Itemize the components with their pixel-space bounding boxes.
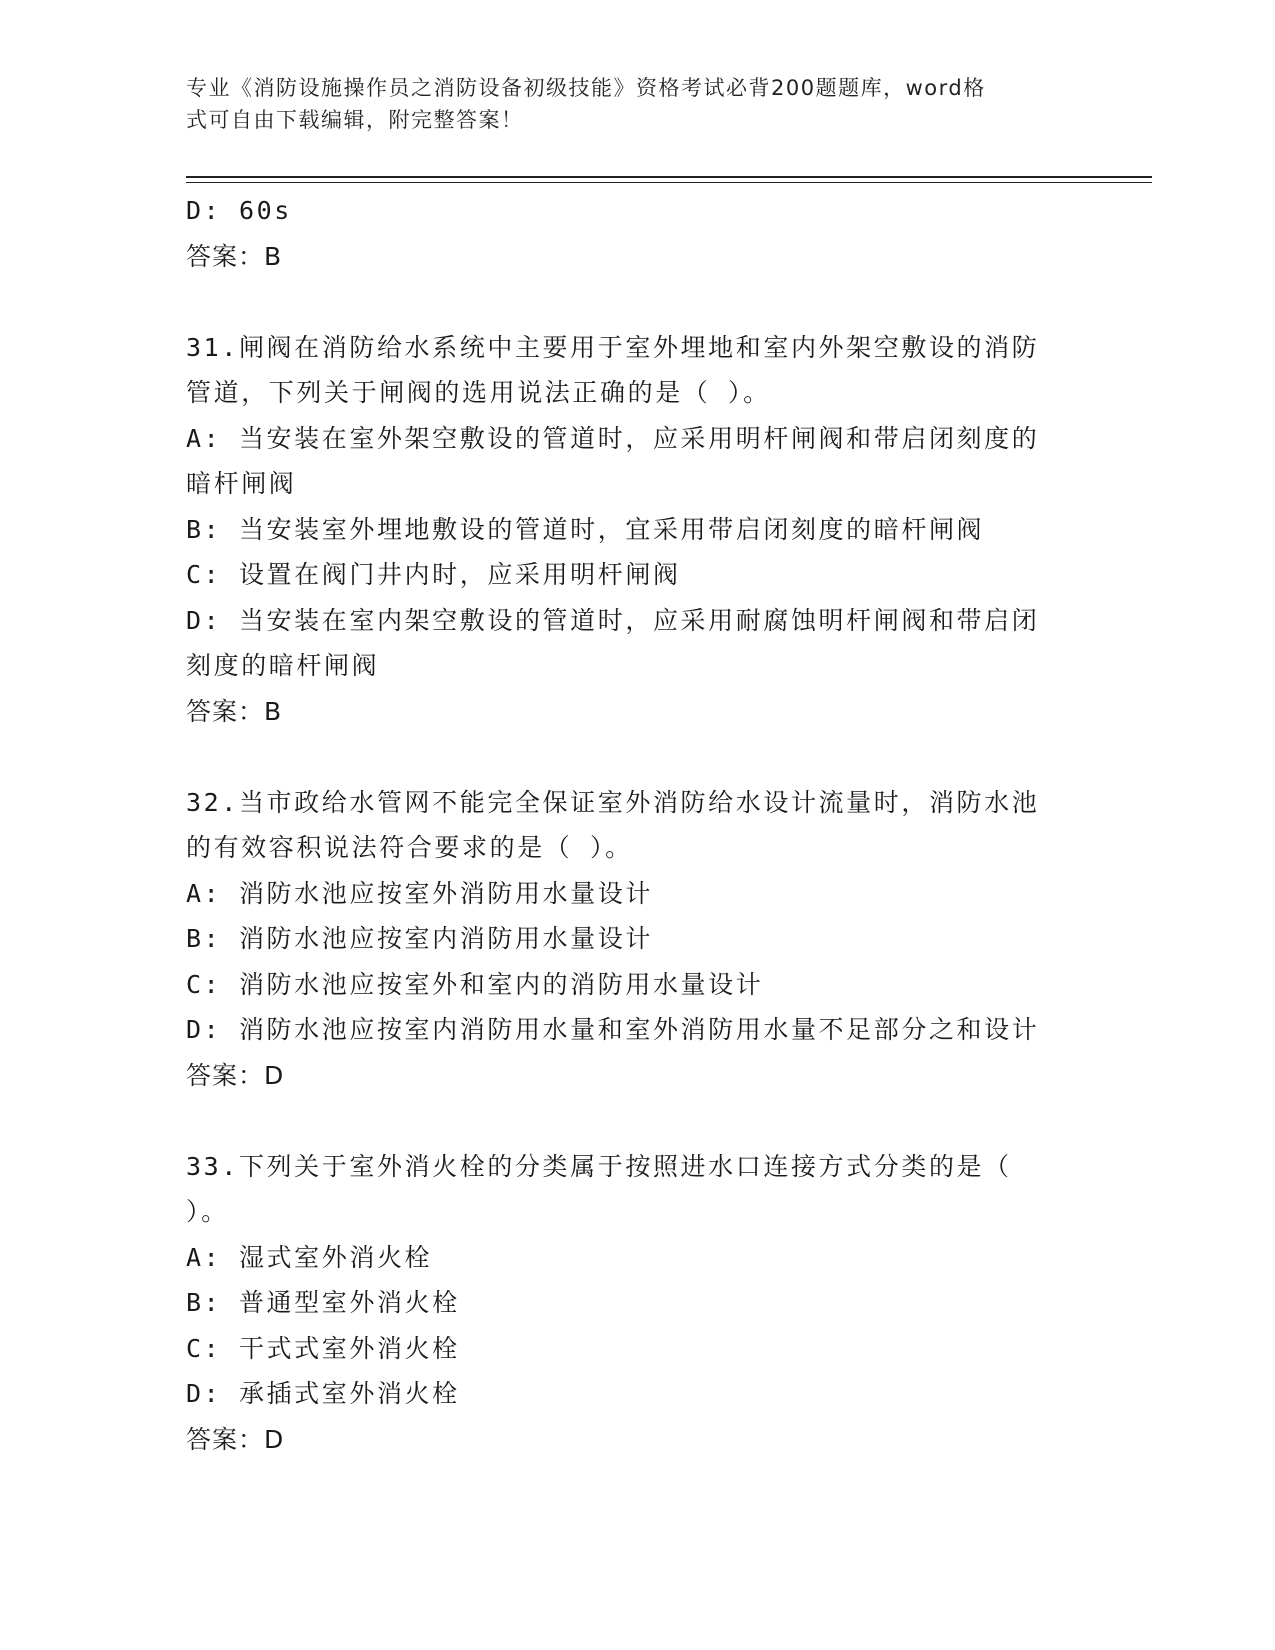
q31-option-d-line-2: 刻度的暗杆闸阀 bbox=[186, 651, 380, 680]
q32-answer: 答案：D bbox=[186, 1060, 285, 1090]
q32-option-d: D: 消防水池应按室内消防用水量和室外消防用水量不足部分之和设计 bbox=[186, 1015, 1040, 1044]
q31-option-d-line-1: D: 当安装在室内架空敷设的管道时，应采用耐腐蚀明杆闸阀和带启闭 bbox=[186, 605, 1040, 635]
q31-option-b: B: 当安装室外埋地敷设的管道时，宜采用带启闭刻度的暗杆闸阀 bbox=[186, 514, 985, 544]
q33-option-a: A: 湿式室外消火栓 bbox=[186, 1242, 433, 1272]
header-divider-thin bbox=[186, 182, 1152, 183]
q31-option-c: C: 设置在阀门井内时，应采用明杆闸阀 bbox=[186, 560, 681, 589]
question-33 bbox=[186, 1144, 1086, 1463]
q32-stem-line-2: 的有效容积说法符合要求的是（ ）。 bbox=[186, 833, 633, 862]
header-divider-thick bbox=[186, 176, 1152, 178]
q32-stem-line-1: 32.当市政给水管网不能完全保证室外消防给水设计流量时，消防水池 bbox=[186, 787, 1040, 817]
spacer bbox=[186, 1098, 1086, 1144]
prev-option-d: D: 60s bbox=[186, 196, 292, 225]
q31-answer: 答案：B bbox=[186, 696, 283, 726]
document-header bbox=[186, 72, 1066, 136]
q33-option-b: B: 普通型室外消火栓 bbox=[186, 1288, 460, 1317]
q32-option-b: B: 消防水池应按室内消防用水量设计 bbox=[186, 924, 653, 953]
q31-stem-line-1: 31.闸阀在消防给水系统中主要用于室外埋地和室内外架空敷设的消防 bbox=[186, 332, 1040, 362]
q32-option-a: A: 消防水池应按室外消防用水量设计 bbox=[186, 878, 653, 908]
q31-option-a-line-2: 暗杆闸阀 bbox=[186, 469, 297, 498]
q33-stem-line-2: ）。 bbox=[186, 1197, 229, 1226]
q33-option-d: D: 承插式室外消火栓 bbox=[186, 1379, 460, 1408]
q33-option-c: C: 干式式室外消火栓 bbox=[186, 1333, 460, 1363]
question-list bbox=[186, 188, 1086, 1462]
question-31 bbox=[186, 325, 1086, 735]
prev-answer: 答案：B bbox=[186, 241, 283, 271]
spacer bbox=[186, 734, 1086, 780]
q33-stem-line-1: 33.下列关于室外消火栓的分类属于按照进水口连接方式分类的是（ bbox=[186, 1151, 1012, 1181]
header-line-1: 专业《消防设施操作员之消防设备初级技能》资格考试必背200题题库，word格 bbox=[186, 76, 986, 100]
q32-option-c: C: 消防水池应按室外和室内的消防用水量设计 bbox=[186, 969, 764, 999]
q31-option-a-line-1: A: 当安装在室外架空敷设的管道时，应采用明杆闸阀和带启闭刻度的 bbox=[186, 423, 1040, 453]
q33-answer: 答案：D bbox=[186, 1424, 285, 1454]
header-line-2: 式可自由下载编辑，附完整答案！ bbox=[186, 108, 524, 132]
spacer bbox=[186, 279, 1086, 325]
q31-stem-line-2: 管道，下列关于闸阀的选用说法正确的是（ ）。 bbox=[186, 378, 771, 407]
question-32 bbox=[186, 780, 1086, 1099]
